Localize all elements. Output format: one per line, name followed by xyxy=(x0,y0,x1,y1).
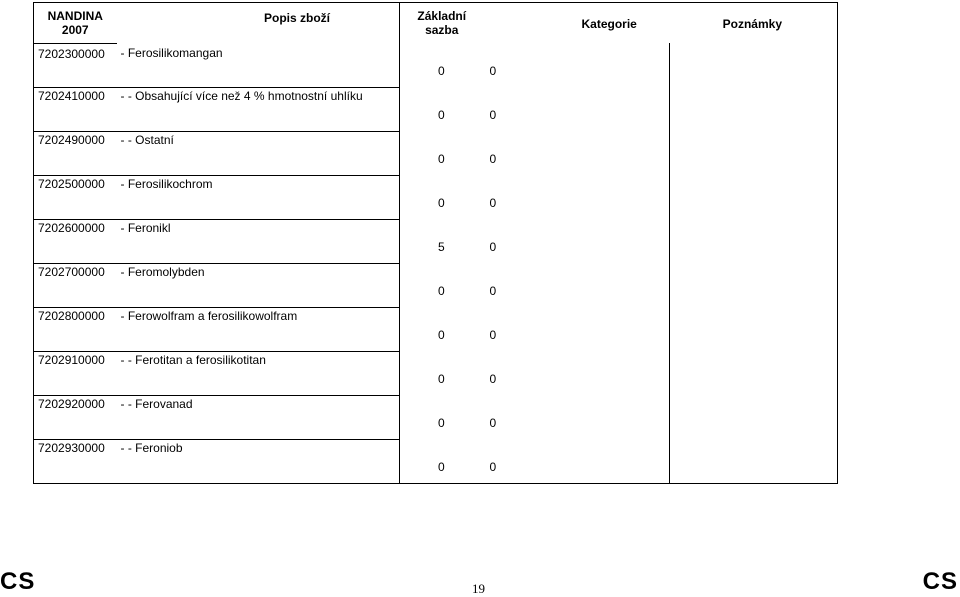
cell-rate: 0 xyxy=(400,175,484,219)
table-row xyxy=(34,395,838,439)
cell-category: 0 xyxy=(484,175,670,219)
cell-code: 7202490000 xyxy=(34,131,117,175)
cell-category: 0 xyxy=(484,263,670,307)
cell-category: 0 xyxy=(484,87,670,131)
cell-description: - - Obsahující více než 4 % hmotnostní uhlíku xyxy=(117,87,400,131)
cell-notes xyxy=(670,219,838,263)
table-row xyxy=(34,175,838,219)
cell-code: 7202300000 xyxy=(34,43,117,87)
header-notes: Poznámky xyxy=(670,3,838,44)
header-base-rate xyxy=(400,3,484,44)
cell-category: 0 xyxy=(484,439,670,484)
header-description: Popis zboží xyxy=(117,3,400,44)
header-code-line2: 2007 xyxy=(61,22,89,37)
table-row xyxy=(34,307,838,351)
cell-code: 7202800000 xyxy=(34,307,117,351)
cell-rate: 5 xyxy=(400,219,484,263)
cell-notes xyxy=(670,43,838,87)
cell-description: - - Ostatní xyxy=(117,131,400,175)
table-row xyxy=(34,131,838,175)
cell-code: 7202600000 xyxy=(34,219,117,263)
cell-rate: 0 xyxy=(400,439,484,484)
cell-code: 7202500000 xyxy=(34,175,117,219)
cell-notes xyxy=(670,307,838,351)
cell-description: - - Ferotitan a ferosilikotitan xyxy=(117,351,400,395)
cell-description: - - Feroniob xyxy=(117,439,400,484)
header-rate-line1: Základní xyxy=(417,9,467,23)
cell-rate: 0 xyxy=(400,43,484,87)
table-row xyxy=(34,263,838,307)
cell-notes xyxy=(670,131,838,175)
header-rate-line2: sazba xyxy=(425,23,459,37)
footer-language-left: CS xyxy=(0,568,36,595)
header-code-line1: NANDINA xyxy=(47,8,103,23)
cell-notes xyxy=(670,263,838,307)
cell-code: 7202910000 xyxy=(34,351,117,395)
cell-category: 0 xyxy=(484,219,670,263)
cell-rate: 0 xyxy=(400,131,484,175)
cell-code: 7202920000 xyxy=(34,395,117,439)
header-category: Kategorie xyxy=(484,3,670,44)
cell-category: 0 xyxy=(484,43,670,87)
cell-category: 0 xyxy=(484,131,670,175)
cell-code: 7202930000 xyxy=(34,439,117,484)
cell-notes xyxy=(670,175,838,219)
tariff-table xyxy=(33,2,838,484)
header-code xyxy=(34,3,117,44)
table-header-row xyxy=(34,3,838,44)
cell-description: - Feronikl xyxy=(117,219,400,263)
cell-rate: 0 xyxy=(400,395,484,439)
cell-notes xyxy=(670,351,838,395)
cell-code: 7202410000 xyxy=(34,87,117,131)
table-row xyxy=(34,87,838,131)
cell-description: - Ferosilikochrom xyxy=(117,175,400,219)
table-row xyxy=(34,219,838,263)
cell-notes xyxy=(670,395,838,439)
cell-category: 0 xyxy=(484,395,670,439)
cell-rate: 0 xyxy=(400,263,484,307)
cell-notes xyxy=(670,439,838,484)
cell-rate: 0 xyxy=(400,307,484,351)
cell-description: - Ferowolfram a ferosilikowolfram xyxy=(117,307,400,351)
footer-language-right: CS xyxy=(922,568,958,595)
cell-description: - - Ferovanad xyxy=(117,395,400,439)
table-row xyxy=(34,351,838,395)
table-row xyxy=(34,439,838,484)
cell-code: 7202700000 xyxy=(34,263,117,307)
cell-notes xyxy=(670,87,838,131)
cell-rate: 0 xyxy=(400,351,484,395)
table-row xyxy=(34,43,838,87)
cell-category: 0 xyxy=(484,307,670,351)
cell-description: - Feromolybden xyxy=(117,263,400,307)
cell-rate: 0 xyxy=(400,87,484,131)
page-number: 19 xyxy=(472,581,485,596)
cell-description: - Ferosilikomangan xyxy=(117,43,400,87)
cell-category: 0 xyxy=(484,351,670,395)
